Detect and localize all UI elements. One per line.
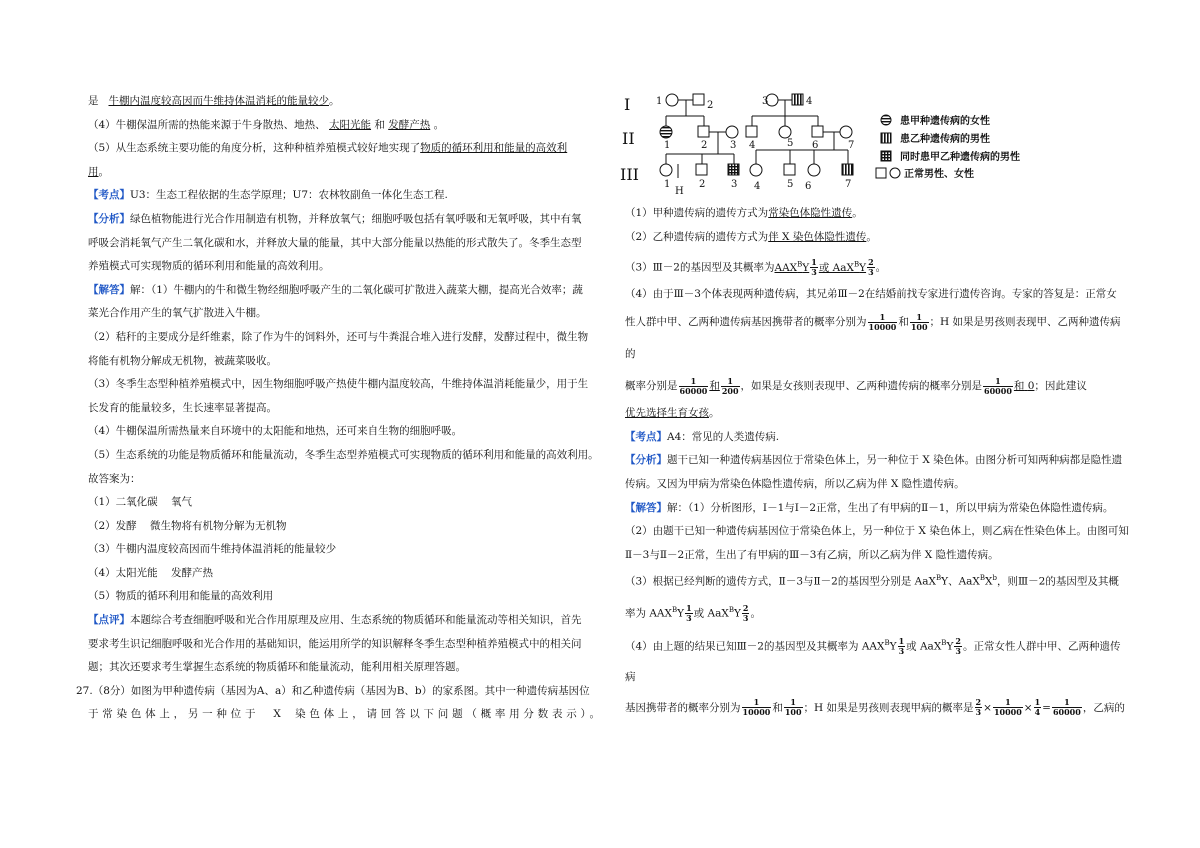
num-iii-3: 3	[731, 179, 738, 190]
left-dianping: 【点评】本题综合考查细胞呼吸和光合作用原理及应用、生态系统的物质循环和能量流动等相关知识，首先 要求考生识记细胞呼吸和光合作用的基础知识，能运用所学的知识解释冬季生态型种植养殖模式中的相关问 题；其次还要求考生掌握生态系统的物质循环和能量流动，能利用相关原理答题。	[88, 614, 582, 674]
num-ii-6: 6	[812, 140, 819, 151]
legend-female-disease-a: 患甲种遗传病的女性	[900, 116, 990, 127]
num-i-2: 2	[707, 100, 714, 111]
question-27-line1: 27.（8分）如图为甲种遗传病（基因为A、a）和乙种遗传病（基因为B、b）的家系图。其中一种遗传病基因位	[76, 684, 590, 697]
left-j2: （2）秸秆的主要成分是纤维素，除了作为牛的饲料外，还可与牛粪混合堆入进行发酵，发酵过程中，微生物 将能有机物分解成无机物，被蔬菜吸收。	[88, 330, 589, 367]
left-j4: （4）牛棚保温所需热量来自环境中的太阳能和地热，还可来自生物的细胞呼吸。	[88, 425, 463, 438]
num-iii-5: 5	[787, 179, 794, 190]
left-column	[76, 90, 600, 727]
legend-male-disease-b: 患乙种遗传病的男性	[900, 134, 990, 145]
answer-1: （1）二氧化碳 氧气	[88, 496, 193, 509]
right-kaodian: 【考点】A4：常见的人类遗传病.	[625, 430, 780, 443]
right-q4d: 优先选择生育女孩。	[625, 407, 720, 420]
question-27-line2: 于常染色体上，另一种位于 X 染色体上，请回答以下问题（概率用分数表示）。	[88, 708, 600, 721]
legend-normal: 正常男性、女性	[904, 169, 974, 180]
num-iii-4: 4	[754, 181, 761, 192]
legend-male-both: 同时患甲乙种遗传病的男性	[900, 152, 1020, 163]
num-i-4: 4	[806, 96, 813, 107]
num-ii-4: 4	[749, 140, 756, 151]
right-j3b: 率为 $AAX^BY$ $\frac{1}{3}$ 或 AaX$^B$Y $\frac{2}{3}$ 。	[625, 602, 761, 623]
right-q4b: 性人群中甲、乙两种遗传病基因携带者的概率分别为 $\frac{1}{10000}$ 和 $\frac{1}{100}$ ；H 如果是男孩则表现甲、乙两种遗传病的	[625, 311, 1121, 361]
num-ii-7: 7	[848, 140, 855, 151]
right-q3: （3）Ⅲ－2的基因型及其概率为$AAX^BY$ $\frac{1}{3}$ 或 AaX$^B$Y $\frac{2}{3}$ 。	[625, 257, 887, 278]
num-i-1: 1	[656, 96, 663, 107]
right-q2: （2）乙种遗传病的遗传方式为伴 X 染色体隐性遗传。	[625, 230, 877, 243]
num-ii-5: 5	[787, 138, 794, 149]
right-j4b: 基因携带者的概率分别为 $\frac{1}{10000}$ 和 $\frac{1}{100}$ ；H 如果是男孩则表现甲病的概率是 $\frac{2}{3}$ × $\frac{1}{10000}$ × $\frac{1}{4}$ = $\frac{1}{60000}$ ，乙病的	[625, 697, 1125, 718]
pedigree-chart	[620, 88, 1050, 200]
gen-label-i: I	[624, 95, 631, 114]
num-ii-3: 3	[730, 140, 737, 151]
num-iii-2: 2	[699, 179, 706, 190]
gen-label-ii: II	[622, 129, 635, 148]
right-j2: （2）由题干已知一种遗传病基因位于常染色体上，另一种位于 X 染色体上，则乙病在性染色体上。由图可知 Ⅱ－3与Ⅱ－2正常，生出了有甲病的Ⅲ－3有乙病，所以乙病为伴 X 隐性遗传病。	[625, 525, 1129, 561]
right-q1: （1）甲种遗传病的遗传方式为常染色体隐性遗传。	[625, 207, 863, 219]
answer-3: （3）牛棚内温度较高因而牛维持体温消耗的能量较少	[88, 543, 337, 556]
right-q4c: 概率分别是 $\frac{1}{60000}$ 和 $\frac{1}{200}$ ，如果是女孩则表现甲、乙两种遗传病的概率分别是 $\frac{1}{60000}$ 和 0；因此建议	[625, 375, 1087, 396]
left-p1: 是 牛棚内温度较高因而牛维持体温消耗的能量较少。	[88, 95, 340, 107]
num-i-3: 3	[762, 96, 769, 107]
num-ii-2: 2	[701, 140, 708, 151]
left-fenxi: 【分析】绿色植物能进行光合作用制造有机物，并释放氧气；细胞呼吸包括有氧呼吸和无氧呼吸，其中有氧 呼吸会消耗氧气产生二氧化碳和水，并释放大量的能量，其中大部分能量以热能的形式散失了。冬季生态型 养殖模式可实现物质的循环利用和能量的高效利用。	[88, 212, 582, 273]
left-j5: （5）生态系统的功能是物质循环和能量流动，冬季生态型养殖模式可实现物质的循环利用和能量的高效利用。 故答案为：	[88, 448, 599, 485]
num-h: H	[675, 186, 684, 197]
num-iii-6: 6	[805, 181, 812, 192]
answer-4: （4）太阳光能 发酵产热	[88, 566, 214, 579]
gen-label-iii: III	[620, 165, 639, 184]
num-ii-1: 1	[664, 140, 671, 151]
left-p2: （4）牛棚保温所需的热能来源于牛身散热、地热、 太阳光能 和 发酵产热 。	[88, 118, 445, 131]
right-q4a: （4）由于Ⅲ－3个体表现两种遗传病，其兄弟Ⅲ－2在结婚前找专家进行遗传咨询。专家的答复是：正常女	[625, 287, 1117, 300]
left-jieda: 【解答】解：（1）牛棚内的牛和微生物经细胞呼吸产生的二氧化碳可扩散进入蔬菜大棚，提高光合效率；蔬 菜光合作用产生的氧气扩散进入牛棚。	[88, 283, 583, 320]
answer-5: （5）物质的循环利用和能量的高效利用	[88, 590, 274, 603]
right-j4a: （4）由上题的结果已知Ⅲ－2的基因型及其概率为 $AAX^BY$ $\frac{1}{3}$ 或 AaX$^B$Y $\frac{2}{3}$ 。正常女性人群中甲、乙两种遗传病	[625, 636, 1121, 683]
left-j3: （3）冬季生态型种植养殖模式中，因生物细胞呼吸产热使牛棚内温度较高，牛维持体温消耗能量少，用于生 长发育的能量较多，生长速率显著提高。	[88, 378, 589, 414]
right-fenxi: 【分析】题干已知一种遗传病基因位于常染色体上，另一种位于 X 染色体。由图分析可知两种病都是隐性遗 传病。又因为甲病为常染色体隐性遗传病，所以乙病为伴 X 隐性遗传病。	[625, 454, 1123, 491]
right-jieda: 【解答】解：（1）分析图形，Ⅰ－1与Ⅰ－2正常，生出了有甲病的Ⅱ－1，所以甲病为常染色体隐性遗传病。	[625, 501, 1114, 514]
answer-2: （2）发酵 微生物将有机物分解为无机物	[88, 519, 287, 532]
num-iii-7: 7	[845, 179, 852, 190]
right-j3a: （3）根据已经判断的遗传方式，Ⅱ－3与Ⅱ－2的基因型分别是 AaX$^B$Y、$AaX^BX^b$，则Ⅲ－2的基因型及其概	[625, 574, 1119, 588]
num-iii-1: 1	[664, 179, 671, 190]
left-p3: （5）从生态系统主要功能的角度分析，这种种植养殖模式较好地实现了物质的循环利用和能量的高效利 用。	[88, 142, 568, 178]
left-kaodian: 【考点】U3：生态工程依据的生态学原理；U7：农林牧副鱼一体化生态工程.	[88, 189, 448, 202]
right-column	[625, 202, 1130, 724]
